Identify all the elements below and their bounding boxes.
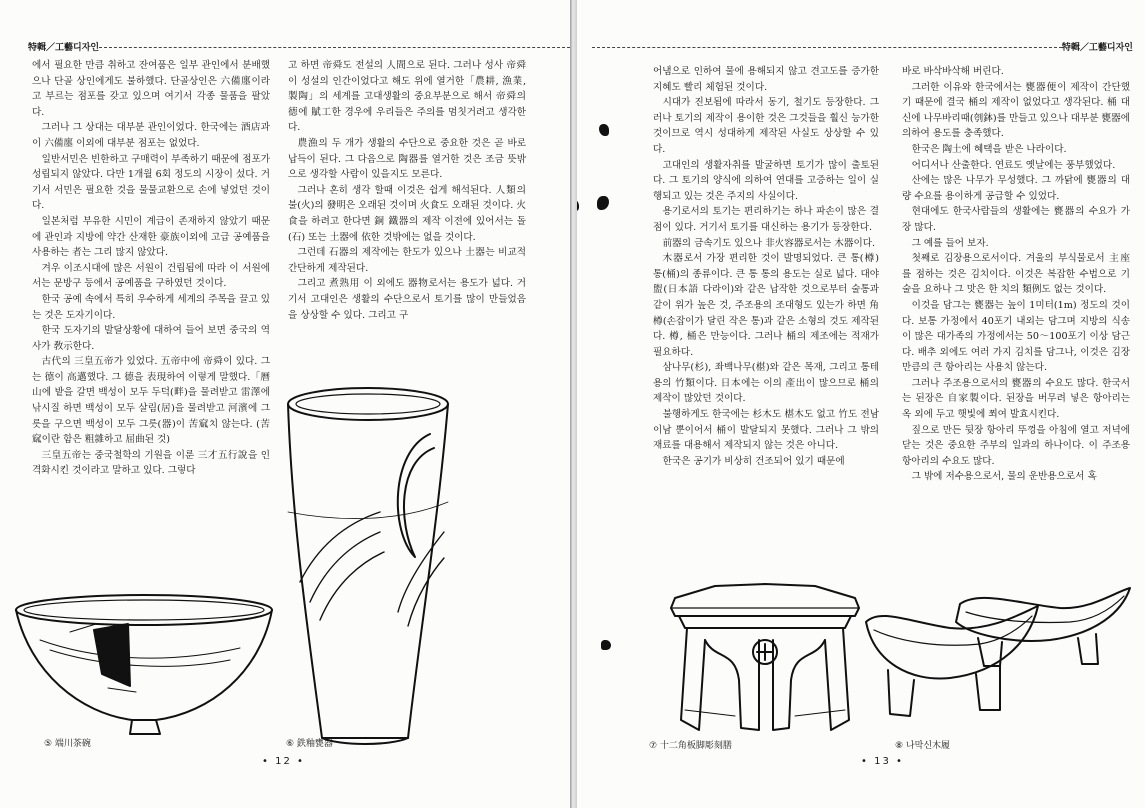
- paragraph: 일반서민은 빈한하고 구매력이 부족하기 때문에 점포가 성립되지 않았다. 다만 1개월 6회 정도의 시장이 섰다. 거기서 서민은 필요한 것을 물물교환으로 손에 넣었던 것이다.: [32, 153, 270, 212]
- ink-blot: [597, 196, 609, 210]
- page-number-right: • 13 •: [861, 756, 904, 767]
- paragraph: 바로 바삭바삭해 버린다.: [902, 66, 1004, 77]
- paragraph: 산에는 많은 나무가 무성했다. 그 까닭에 甕器의 대량 수요를 용이하게 공급할 수 있었다.: [902, 175, 1130, 202]
- paragraph: 그런데 石器의 제작에는 한도가 있으나 土器는 비교적 간단하게 제작된다.: [288, 247, 526, 274]
- paragraph: 그 예를 들어 보자.: [911, 237, 989, 249]
- page-number-left: • 12 •: [262, 756, 305, 767]
- table-illustration: [655, 580, 875, 740]
- paragraph: 三皇五帝는 중국철학의 기원을 이룬 三才五行說을 인격화시킨 것이라고 말하고 있다. 그렇다: [32, 449, 270, 477]
- running-header-right: [592, 40, 1133, 53]
- paragraph: 용기로서의 토기는 편리하기는 하나 파손이 많은 결점이 있다. 거기서 토기를 대신하는 용기가 등장한다.: [653, 206, 879, 233]
- paragraph: 그러나 혼히 생각 할때 이것은 쉽게 해석된다. 人類의 불(火)의 發明은 오래된 것이며 火食도 오래된 것이다. 火食을 하려고 한다면 銅 鐵器의 제작 이전에 있어서는 돌(石) 또는 土器에 依한 것밖에는 없을 것이다.: [288, 184, 526, 243]
- paragraph: 겨우 이조시대에 많은 서원이 건립됨에 따라 이 서원에서는 문방구 등에서 공예품을 구하였던 것이다.: [32, 262, 270, 290]
- paragraph: 한국 공예 속에서 특히 우수하게 세계의 주목을 끌고 있는 것은 도자기이다.: [32, 293, 270, 321]
- paragraph: 시대가 진보됨에 따라서 동기, 철기도 등장한다. 그러나 토기의 제작이 용이한 것은 그것들을 훨신 능가한 것이므로 역시 성대하게 제작된 사실도 상상할 수 있다.: [653, 97, 879, 155]
- paragraph: 첫째로 김장용으로서이다. 겨울의 부식물로서 主座를 점하는 것은 김치이다. 이것은 복잡한 수법으로 기술을 요하나 그 맛은 한 치의 類例도 없는 것이다.: [902, 253, 1130, 296]
- clogs-illustration: [860, 582, 1140, 732]
- book-gutter: [570, 0, 577, 808]
- paragraph: 고대인의 생활자취를 발굴하면 토기가 많이 출토된다. 그 토기의 양식에 의하여 연대를 고증하는 일이 실행되고 있는 것은 주지의 사실이다.: [653, 159, 879, 202]
- caption-7: ⑦ 十二角板脚彫刻膳: [649, 741, 732, 751]
- running-header-left: [28, 40, 570, 53]
- paragraph: 木器로서 가장 편리한 것이 발명되었다. 큰 통(樽) 통(桶)의 종류이다. 큰 통 통의 용도는 실로 넓다. 대야 盥(日本語 다라이)와 같은 납작한 것으로부터 술통과 같이 위가 높은 것, 주조용의 조대형도 있는가 하면 角樽(손잡이가 달린 작은 통)과 같은 소형의 것도 제작된다. 樽, 桶은 만능이다. 그러나 桶의 제조에는 적재가 필요하다.: [653, 253, 879, 358]
- paragraph: 그러한 이유와 한국에서는 甕器便이 제작이 간단했기 때문에 결국 桶의 제작이 없었다고 생각된다. 桶 대신에 나무바리때(刳鉢)를 만들고 있으나 대부분 甕器에 의하여 용도를 충족했다.: [902, 81, 1130, 140]
- paragraph: 현대에도 한국사람들의 생활에는 甕器의 수요가 가장 많다.: [902, 206, 1130, 233]
- paragraph: 古代의 三皇五帝가 있었다. 五帝中에 帝舜이 있다. 그는 德이 高邁했다. 그 德을 表現하여 이렇게 말했다.「曆山에 밭을 갈면 백성이 모두 두덕(畔)을 물려받고 雷澤에 낚시질 하면 백성이 모두 살림(居)을 물려받고 河濱에 그릇을 구으면 백성이 모두 그릇(器)이 苦窳치 않는다. (苦窳이란 함은 粗雜하고 屈曲된 것): [32, 356, 270, 446]
- paragraph: 그리고 煮熟用 이 외에도 器物로서는 용도가 넓다. 거기서 고대인은 생활의 수단으로서 토기를 많이 만들었음을 상상할 수 있다. 그리고 구: [288, 278, 526, 321]
- caption-8: ⑧ 나막신木履: [895, 741, 951, 751]
- header-title: 特輯／工藝디자인: [28, 43, 100, 53]
- paragraph: 한국은 陶土에 혜택을 받은 나라이다.: [911, 143, 1067, 155]
- ink-blot: [577, 199, 579, 211]
- text-column-2: [288, 58, 526, 323]
- paragraph: 이것을 담그는 甕器는 높이 1미터(1m) 정도의 것이다. 보통 가정에서 40포기 내외는 담그며 지방의 식송이 많은 대가족의 가정에서는 50～100포기 이상 담근다. 배추 외에도 여러 가지 김치를 담그나, 이것은 김장만큼의 큰 항아리는 사용치 않는다.: [902, 299, 1130, 374]
- header-rule: [592, 47, 1062, 48]
- header-title: 特輯／工藝디자인: [1061, 43, 1133, 53]
- paragraph: 한국은 공기가 비상히 건조되어 있기 때문에: [662, 455, 845, 467]
- paragraph: 삼나무(杉), 좌백나무(椹)와 같은 목재, 그리고 통테용의 竹類이다. 日本에는 이의 產出이 많으므로 桶의 제작이 많았던 것이다.: [653, 362, 879, 405]
- paragraph: 그 밖에 저수용으로서, 물의 운반용으로서 혹: [911, 471, 1097, 483]
- right-page: [577, 0, 1145, 808]
- text-column-4: [902, 64, 1130, 485]
- ink-blot: [599, 124, 609, 136]
- paragraph: 農漁의 두 개가 생활의 수단으로 중요한 것은 곧 바로 납득이 된다. 그 다음으로 陶器를 열거한 것은 조금 뜻밖으로 생각할 사람이 있을지도 모른다.: [288, 137, 526, 181]
- paragraph: 그러나 주조용으로서의 甕器의 수요도 많다. 한국서는 된장은 自家製이다. 된장을 버무려 넣은 항아리는 옥 외에 두고 햇빛에 쬐여 발효시킨다.: [902, 377, 1130, 421]
- paragraph: 어디서나 산출한다. 연료도 옛날에는 풍부했었다.: [911, 159, 1116, 171]
- left-page: [0, 0, 570, 808]
- paragraph: 불행하게도 한국에는 杉木도 椹木도 없고 竹도 전남 이남 뿐이어서 桶이 발달되지 못했다. 그러나 그 밖의 재료를 대용해서 제작되지 않는 것은 아니다.: [653, 409, 879, 452]
- bowl-illustration: [10, 588, 280, 738]
- paragraph: 고 하면 帝舜도 전설의 人間으로 된다. 그러나 성사 帝舜이 성설의 인간이었다고 해도 위에 열거한「農耕, 漁業, 製陶」의 세계를 고대생활의 중요부분으로 해서 帝舜의 德에 賦工한 경우에 우리들은 주의를 멈칫거려고 생각한다.: [288, 60, 526, 134]
- caption-5: ⑤ 端川茶碗: [44, 739, 91, 749]
- paragraph: 에서 필요한 만큼 취하고 잔여품은 일부 관인에서 분배했으나 단골 상인에게도 불하했다. 단골상인은 六備廛이라고 부르는 점포를 갖고 있으며 여기서 각종 물품을 팔았다.: [32, 60, 270, 118]
- paragraph: 짚으로 만든 뒷장 항아리 뚜껑을 아침에 열고 저녁에 닫는 것은 중요한 주부의 일과의 하나이다. 이 주조용 항아리의 수요도 많다.: [902, 424, 1130, 467]
- text-column-3: [653, 64, 879, 469]
- paragraph: 한국 도자기의 발달상황에 대하여 들어 보면 중국의 역사가 敎示한다.: [32, 325, 270, 352]
- ink-blot: [601, 640, 611, 650]
- header-rule: [99, 47, 570, 48]
- paragraph: 前器의 금속기도 있으나 非火容器로서는 木器이다.: [662, 237, 876, 249]
- paragraph: 일본처럼 부유한 시민이 계급이 존재하지 않았기 때문에 관인과 지방에 약간 산재한 豪族이외에 고급 공예품을 사용하는 者는 그리 많지 않았다.: [32, 215, 270, 259]
- jar-illustration: [280, 382, 460, 752]
- text-column-1: [32, 58, 270, 479]
- caption-6: ⑥ 鉄釉甕器: [286, 739, 333, 749]
- paragraph: 어냄으로 인하여 물에 용해되지 않고 견고도를 증가한 지혜도 빨리 체험된 것이다.: [653, 66, 879, 93]
- paragraph: 그러나 그 상대는 대부분 관인이었다. 한국에는 酒店과 이 六備廛 이외에 대부분 점포는 없었다.: [32, 122, 270, 149]
